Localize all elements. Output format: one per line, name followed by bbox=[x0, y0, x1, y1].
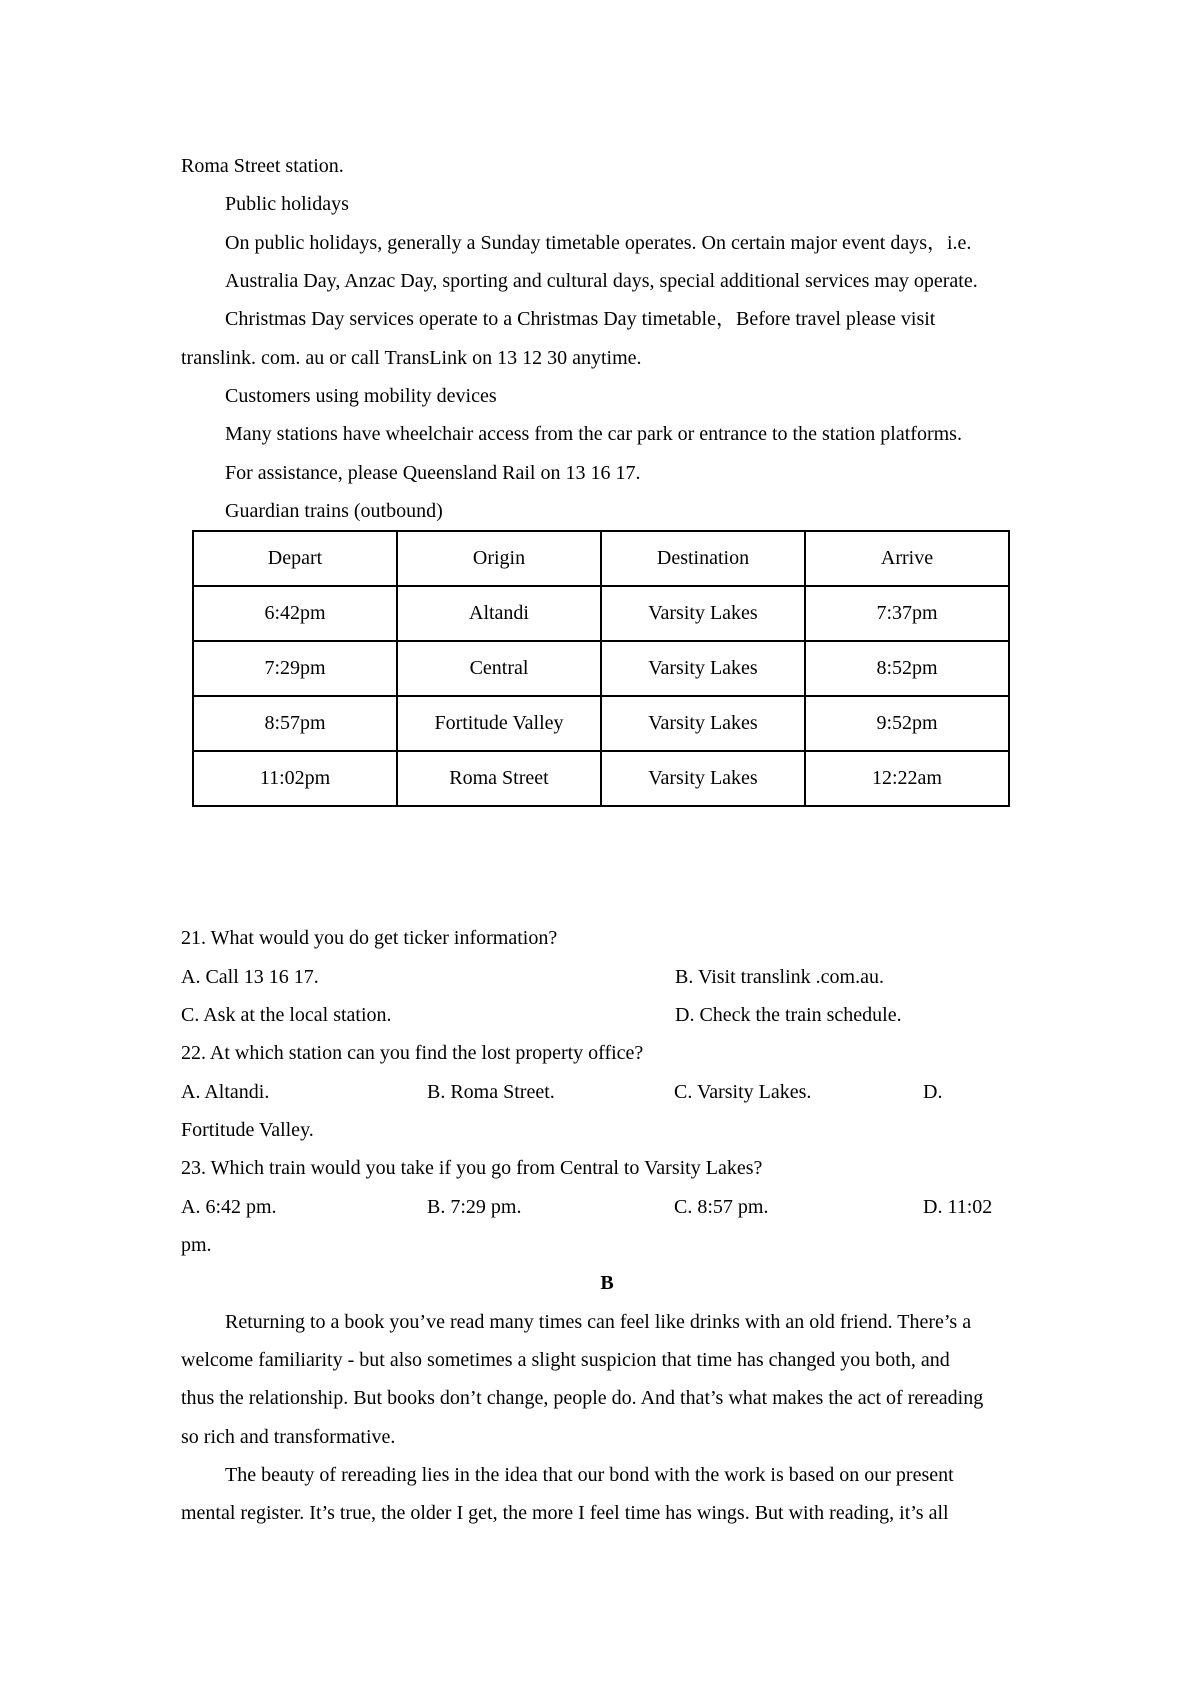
guardian-trains-table bbox=[192, 530, 1010, 807]
cell-origin: Central bbox=[397, 641, 601, 696]
cell-arrive: 7:37pm bbox=[805, 586, 1009, 641]
passage-a-line-1: Roma Street station. bbox=[181, 155, 344, 177]
passage-b-line-2: welcome familiarity - but also sometimes a slight suspicion that time has changed you both, and bbox=[181, 1348, 950, 1371]
question-21-options-row-1 bbox=[181, 958, 1033, 996]
col-header-destination: Destination bbox=[601, 531, 805, 586]
passage-b-line-5: The beauty of rereading lies in the idea that our bond with the work is based on our present bbox=[225, 1463, 954, 1486]
passage-a-line-3: On public holidays, generally a Sunday timetable operates. On certain major event days，i.e. bbox=[225, 231, 972, 254]
cell-depart: 7:29pm bbox=[193, 641, 397, 696]
question-21-option-a: A. Call 13 16 17. bbox=[181, 965, 319, 988]
passage-b-line-1: Returning to a book you’ve read many times can feel like drinks with an old friend. There’s a bbox=[225, 1310, 972, 1333]
cell-destination: Varsity Lakes bbox=[601, 641, 805, 696]
question-22-option-c: C. Varsity Lakes. bbox=[674, 1080, 812, 1103]
cell-origin: Roma Street bbox=[397, 751, 601, 806]
question-22-option-d: D. bbox=[923, 1080, 943, 1103]
col-header-origin: Origin bbox=[397, 531, 601, 586]
question-23-option-d-continuation: pm. bbox=[181, 1233, 212, 1256]
passage-b-line-4: so rich and transformative. bbox=[181, 1425, 396, 1448]
question-22-option-a: A. Altandi. bbox=[181, 1080, 270, 1103]
cell-destination: Varsity Lakes bbox=[601, 696, 805, 751]
passage-a-line-2: Public holidays bbox=[225, 193, 349, 216]
blank-space bbox=[181, 807, 1033, 919]
question-22-stem: 22. At which station can you find the lost property office? bbox=[181, 1042, 644, 1065]
table-header-row bbox=[193, 531, 1009, 586]
passage-a-line-7: Customers using mobility devices bbox=[225, 384, 497, 407]
section-b-heading: B bbox=[600, 1272, 614, 1295]
table-row bbox=[193, 586, 1009, 641]
question-23-option-c: C. 8:57 pm. bbox=[674, 1195, 769, 1218]
passage-a-line-8: Many stations have wheelchair access from the car park or entrance to the station platforms. bbox=[225, 423, 962, 446]
passage-a-line-6: translink. com. au or call TransLink on 13 12 30 anytime. bbox=[181, 346, 642, 369]
passage-b-line-3: thus the relationship. But books don’t change, people do. And that’s what makes the act of rereading bbox=[181, 1387, 984, 1410]
question-21-option-c: C. Ask at the local station. bbox=[181, 1003, 392, 1026]
col-header-depart: Depart bbox=[193, 531, 397, 586]
table-row bbox=[193, 696, 1009, 751]
table-row bbox=[193, 641, 1009, 696]
cell-arrive: 9:52pm bbox=[805, 696, 1009, 751]
cell-arrive: 12:22am bbox=[805, 751, 1009, 806]
cell-origin: Altandi bbox=[397, 586, 601, 641]
question-21-options-row-2 bbox=[181, 996, 1033, 1034]
question-22-option-d-continuation: Fortitude Valley. bbox=[181, 1118, 314, 1141]
passage-a-line-5: Christmas Day services operate to a Christmas Day timetable，Before travel please visit bbox=[225, 308, 936, 331]
passage-b-line-6: mental register. It’s true, the older I get, the more I feel time has wings. But with reading, it’s all bbox=[181, 1502, 949, 1525]
cell-destination: Varsity Lakes bbox=[601, 586, 805, 641]
passage-a-line-9: For assistance, please Queensland Rail on 13 16 17. bbox=[225, 461, 641, 484]
question-23-options-row bbox=[181, 1188, 1033, 1226]
col-header-arrive: Arrive bbox=[805, 531, 1009, 586]
passage-a-line-4: Australia Day, Anzac Day, sporting and cultural days, special additional services may operate. bbox=[225, 269, 978, 292]
cell-destination: Varsity Lakes bbox=[601, 751, 805, 806]
cell-arrive: 8:52pm bbox=[805, 641, 1009, 696]
cell-depart: 8:57pm bbox=[193, 696, 397, 751]
passage-a-line-10: Guardian trains (outbound) bbox=[225, 499, 443, 522]
cell-depart: 6:42pm bbox=[193, 586, 397, 641]
question-22-option-b: B. Roma Street. bbox=[427, 1080, 555, 1103]
question-21-stem: 21. What would you do get ticker information? bbox=[181, 927, 558, 950]
question-21-option-d: D. Check the train schedule. bbox=[675, 1003, 902, 1026]
question-23-stem: 23. Which train would you take if you go from Central to Varsity Lakes? bbox=[181, 1157, 763, 1180]
cell-origin: Fortitude Valley bbox=[397, 696, 601, 751]
question-21-option-b: B. Visit translink .com.au. bbox=[675, 965, 884, 988]
question-22-options-row bbox=[181, 1073, 1033, 1111]
question-23-option-a: A. 6:42 pm. bbox=[181, 1195, 277, 1218]
table-row bbox=[193, 751, 1009, 806]
question-23-option-d: D. 11:02 bbox=[923, 1195, 993, 1218]
question-23-option-b: B. 7:29 pm. bbox=[427, 1195, 522, 1218]
document-body bbox=[181, 147, 1033, 1533]
cell-depart: 11:02pm bbox=[193, 751, 397, 806]
